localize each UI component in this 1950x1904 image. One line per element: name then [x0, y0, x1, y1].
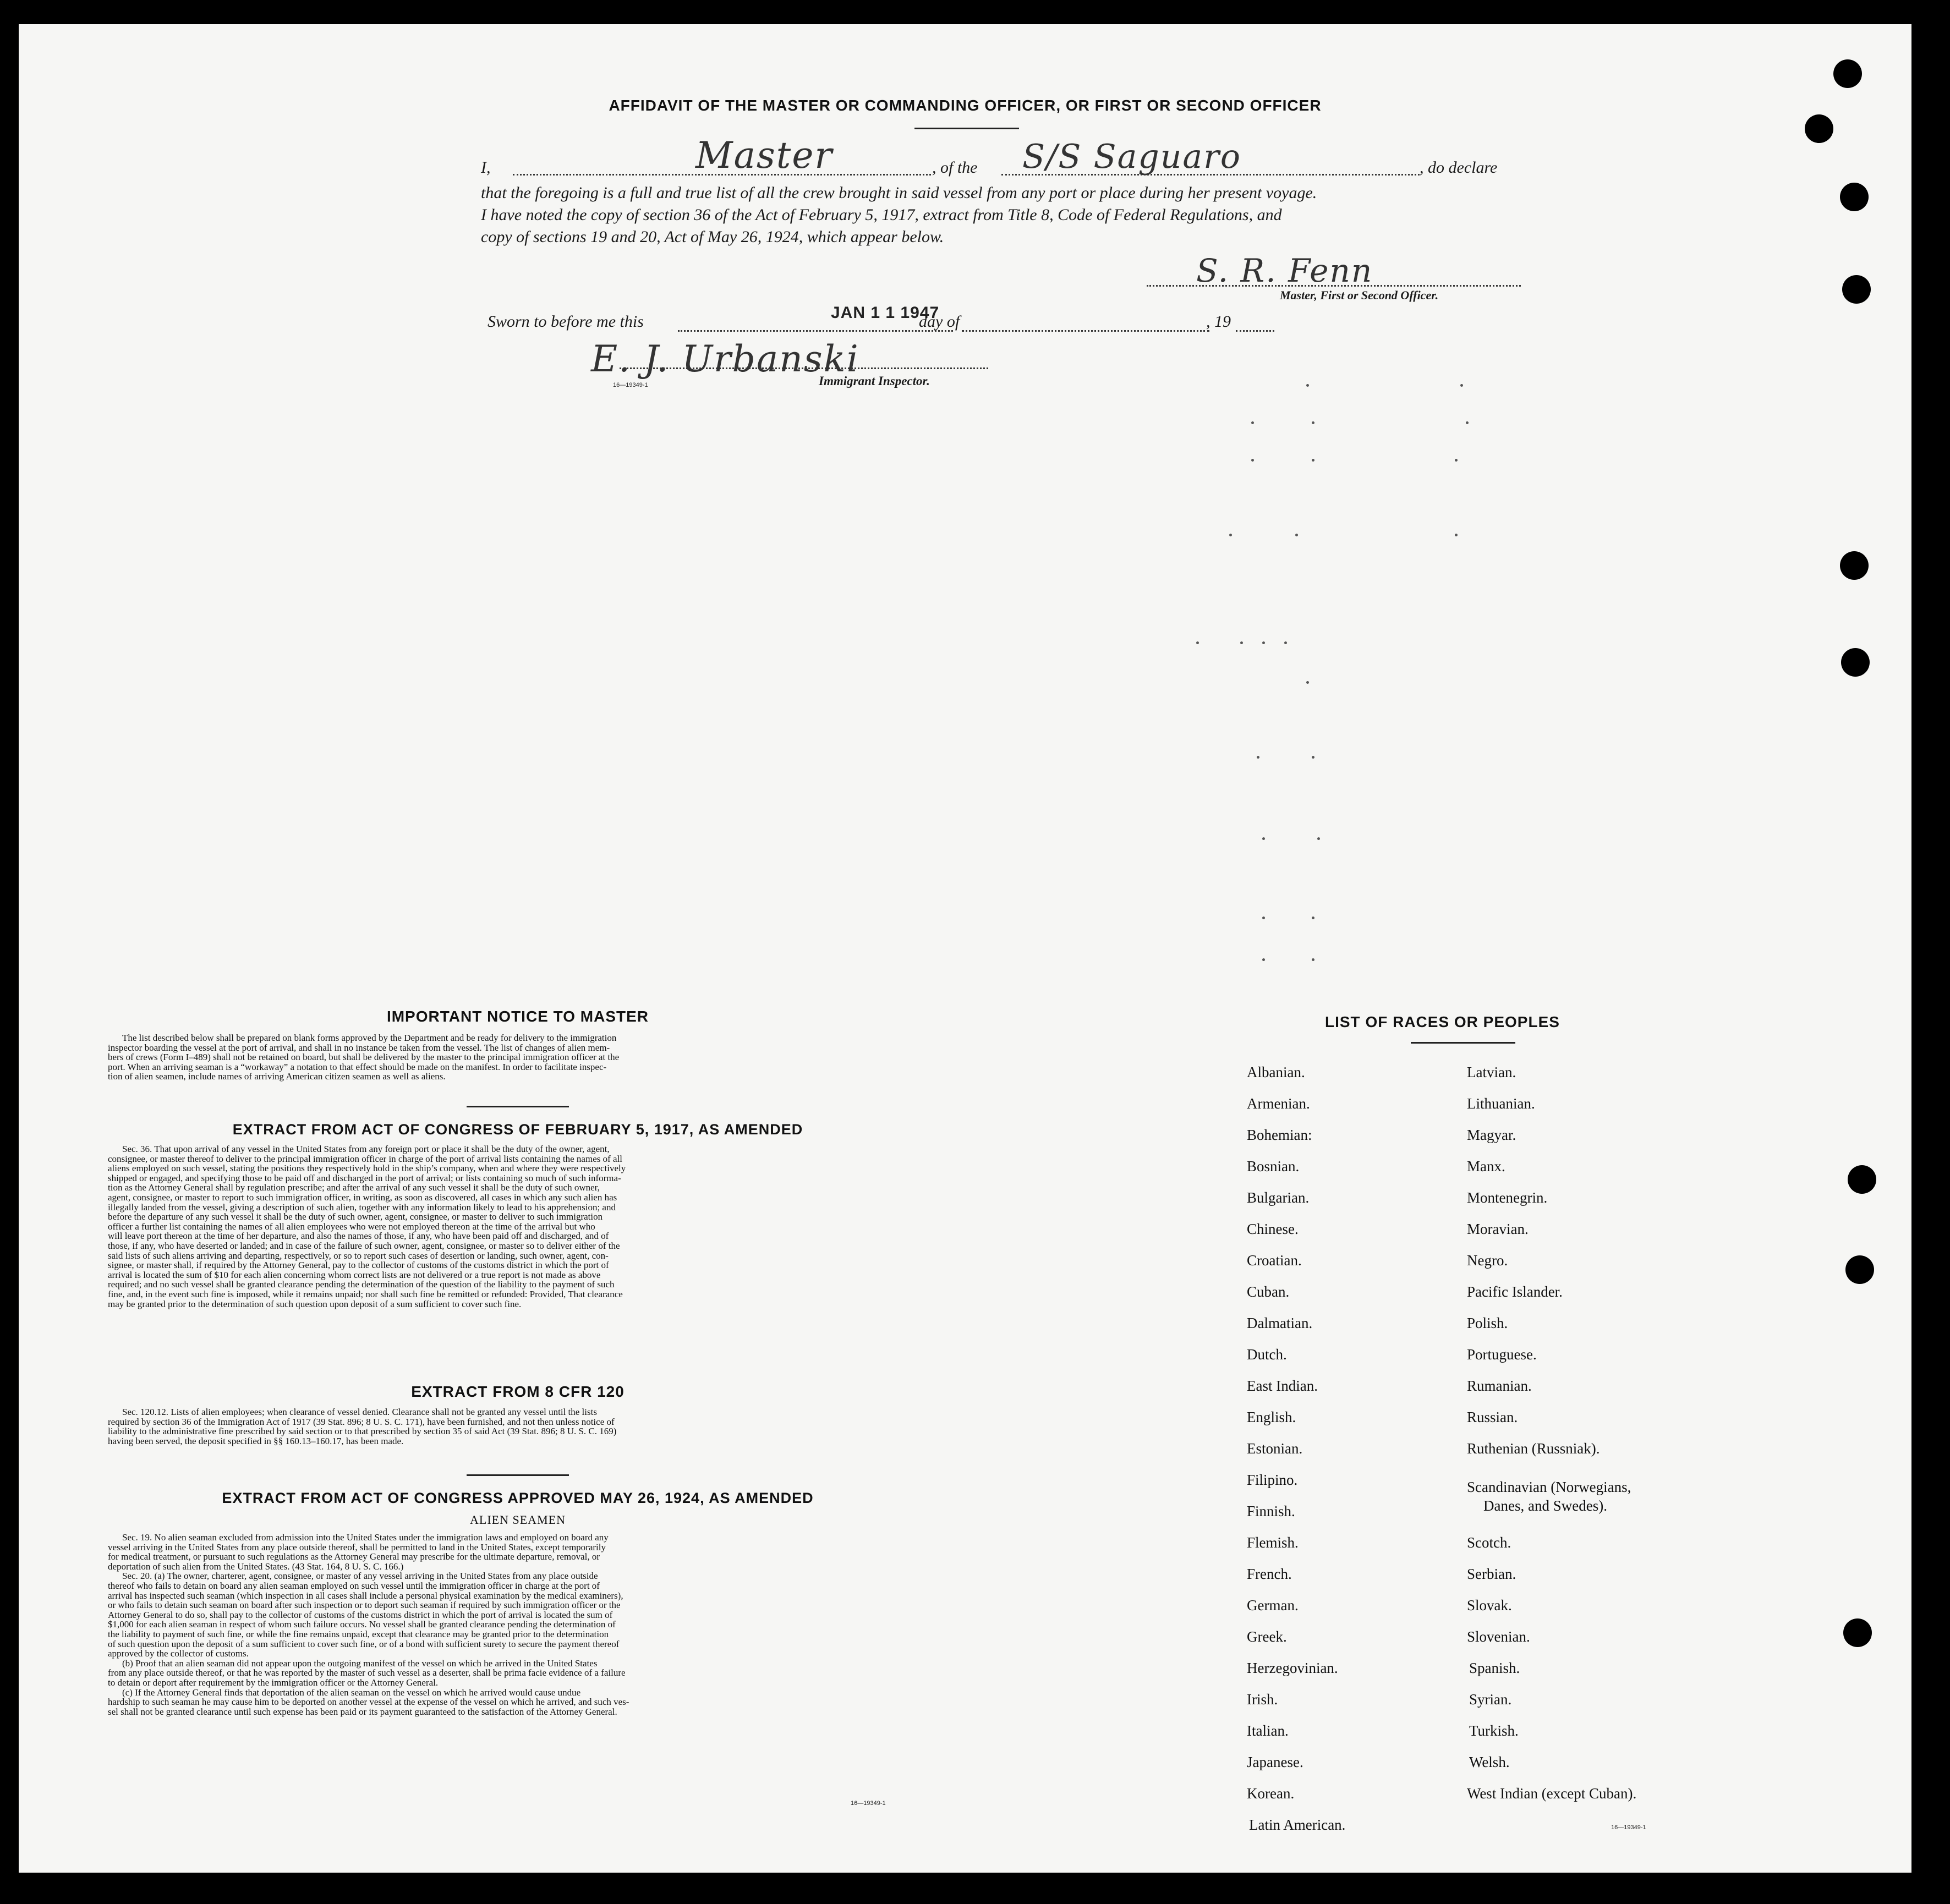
race-item: Albanian.: [1247, 1064, 1305, 1080]
declare-label: , do declare: [1420, 158, 1498, 177]
race-item: Negro.: [1467, 1252, 1508, 1269]
vessel-handwritten: S/S Saguaro: [1022, 138, 1241, 176]
extract-line: (b) Proof that an alien seaman did not appear upon the outgoing manifest of the vessel on which he arrived in the United States: [122, 1658, 598, 1669]
extract-line: consignee, or master thereof to deliver to the principal immigration officer in charge of the port of arrival lists containing the names of all: [108, 1153, 623, 1164]
race-item: Chinese.: [1247, 1221, 1299, 1237]
race-item: Armenian.: [1247, 1095, 1310, 1112]
race-item: Lithuanian.: [1467, 1095, 1535, 1112]
race-item: Korean.: [1247, 1785, 1295, 1802]
race-item: Bulgarian.: [1247, 1189, 1310, 1206]
bleed-dot: [1312, 917, 1314, 919]
extract-line: arrival is located the sum of $10 for each alien concerning whom correct lists are not delivered or a true report is not made as above: [108, 1269, 601, 1280]
extract-line: hardship to such seaman he may cause him to be deported on another vessel at the expense of the vessel on which he arrived, and such ves-: [108, 1697, 629, 1708]
section-rule: [467, 1106, 569, 1107]
race-item: Greek.: [1247, 1628, 1287, 1645]
punch-hole: [1805, 114, 1833, 143]
bleed-dot: [1460, 384, 1463, 387]
affidavit-body-3: copy of sections 19 and 20, Act of May 26, 1924, which appear below.: [481, 228, 944, 246]
race-item: English.: [1247, 1409, 1296, 1425]
race-item: Irish.: [1247, 1691, 1278, 1708]
extract-1924-title: EXTRACT FROM ACT OF CONGRESS APPROVED MAY 26, 1924, AS AMENDED: [222, 1490, 814, 1506]
race-item: Spanish.: [1469, 1660, 1520, 1676]
race-item: Pacific Islander.: [1467, 1283, 1563, 1300]
notice-line: inspector boarding the vessel at the port of arrival, and shall in no instance be taken from the vessel. The list of changes of alien mem-: [108, 1042, 610, 1053]
race-item: Magyar.: [1467, 1127, 1516, 1143]
race-item: West Indian (except Cuban).: [1467, 1785, 1637, 1802]
bleed-dot: [1317, 837, 1320, 840]
bleed-dot: [1251, 459, 1254, 462]
race-item: Flemish.: [1247, 1534, 1299, 1551]
sworn-day-blank[interactable]: [678, 330, 953, 332]
notice-text: [108, 1033, 928, 1082]
form-code-top: 16—19349-1: [613, 382, 648, 388]
master-caption: Master, First or Second Officer.: [1280, 288, 1439, 302]
race-item: Bosnian.: [1247, 1158, 1300, 1175]
notice-title: IMPORTANT NOTICE TO MASTER: [386, 1008, 649, 1025]
race-item: Manx.: [1467, 1158, 1505, 1175]
date-stamp: JAN 1 1 1947: [831, 304, 940, 322]
extract-line: to detain or deport after requirement by the immigration officer or the Attorney General.: [108, 1677, 439, 1688]
extract-line: signee, or master shall, if required by the Attorney General, pay to the collector of customs of the customs district in which the port of: [108, 1260, 609, 1271]
extract-8cfr-text: [108, 1407, 928, 1446]
extract-line: liability to the administrative fine prescribed by said section or to that prescribed by section 35 of said Act (39 Stat. 896; 8 U. S. C. 169): [108, 1426, 617, 1437]
extract-line: said lists of such aliens arriving and departing, respectively, or so to report such cases of desertion or landing, such owner, agent, con-: [108, 1250, 609, 1261]
bleed-dot: [1295, 534, 1298, 536]
extract-line: required; and no such vessel shall be granted clearance pending the determination of the question of the liability to the payment of such: [108, 1279, 615, 1290]
race-item: Estonian.: [1247, 1440, 1303, 1457]
punch-hole: [1840, 551, 1869, 580]
race-item: Welsh.: [1469, 1754, 1510, 1770]
bleed-dot: [1455, 534, 1458, 536]
notice-line: port. When an arriving seaman is a “workaway” a notation to that effect should be made on the manifest. In order to facilitate inspec-: [108, 1061, 607, 1072]
extract-line: Sec. 19. No alien seaman excluded from admission into the United States under the immigration laws and employed on board any: [122, 1532, 609, 1543]
race-item: Polish.: [1467, 1315, 1508, 1331]
extract-line: arrival has inspected such seaman (which inspection in all cases shall include a personal physical examination by the medical examiners),: [108, 1590, 623, 1601]
race-item: Latin American.: [1249, 1817, 1346, 1833]
race-item: Montenegrin.: [1467, 1189, 1548, 1206]
bleed-dot: [1284, 641, 1287, 644]
punch-hole: [1845, 1255, 1874, 1284]
race-item: Latvian.: [1467, 1064, 1516, 1080]
inspector-caption: Immigrant Inspector.: [819, 374, 930, 388]
year-label: , 19: [1206, 312, 1231, 331]
race-item: Syrian.: [1469, 1691, 1512, 1708]
extract-line: before the departure of any such vessel it shall be the duty of such owner, agent, consignee, or master to deliver to such immigration: [108, 1211, 603, 1222]
month-blank[interactable]: [962, 330, 1209, 332]
extract-line: for medical treatment, or pursuant to such regulations as the Attorney General may prescribe for the ultimate departure, removal, or: [108, 1551, 600, 1562]
race-item: Filipino.: [1247, 1472, 1298, 1488]
notice-line: The list described below shall be prepared on blank forms approved by the Department and be ready for delivery to the immigration: [122, 1033, 617, 1043]
bleed-dot: [1312, 958, 1314, 961]
extract-line: (c) If the Attorney General finds that deportation of the alien seaman on the vessel on which he arrived would cause undue: [122, 1687, 581, 1698]
bleed-dot: [1455, 459, 1458, 462]
extract-line: will leave port thereon at the time of her departure, and also the names of those, if any, who have been paid off and discharged, and of: [108, 1231, 609, 1242]
form-code-right: 16—19349-1: [1611, 1824, 1646, 1831]
extract-line: the liability to payment of such fine, or while the fine remains unpaid, except that clearance may be granted prior to the determination: [108, 1628, 609, 1639]
affidavit-body-2: I have noted the copy of section 36 of the Act of February 5, 1917, extract from Title 8, Code of Federal Regulations, and: [481, 206, 1282, 224]
i-label: I,: [481, 158, 491, 177]
extract-line: Sec. 120.12. Lists of alien employees; when clearance of vessel denied. Clearance shall not be granted any vessel until the lists: [122, 1407, 597, 1417]
extract-line: agent, consignee, or master to report to such immigration officer, in writing, as soon as discovered, all cases in which any such alien has: [108, 1192, 617, 1203]
extract-line: officer a further list containing the names of all alien employees who were not employed thereon at the time of the arrival but who: [108, 1221, 595, 1232]
extract-8cfr-title: EXTRACT FROM 8 CFR 120: [411, 1383, 625, 1400]
punch-hole: [1833, 59, 1862, 88]
sworn-label: Sworn to before me this: [488, 312, 644, 331]
extract-line: deportation of such alien from the United States. (43 Stat. 164, 8 U. S. C. 166.): [108, 1561, 404, 1572]
extract-line: from any place outside thereof, or that he was reported by the master of such vessel as a deserter, shall be prima facie evidence of a failure: [108, 1667, 626, 1678]
race-item: Slovenian.: [1467, 1628, 1530, 1645]
extract-1917-text: [108, 1144, 928, 1309]
races-rule: [1411, 1042, 1515, 1044]
bleed-dot: [1262, 958, 1265, 961]
race-item: Moravian.: [1467, 1221, 1529, 1237]
race-item: Rumanian.: [1467, 1378, 1532, 1394]
bleed-dot: [1251, 421, 1254, 424]
punch-hole: [1848, 1165, 1876, 1194]
punch-hole: [1842, 275, 1871, 304]
extract-line: tion as the Attorney General shall by regulation prescribe; and after the arrival of any such vessel it shall be the duty of such owner,: [108, 1182, 600, 1193]
extract-line: fine, and, in the event such fine is imposed, while it remains unpaid; nor shall such fine be remitted or refunded: Provided, That clearance: [108, 1288, 623, 1299]
extract-line: Attorney General to do so, shall pay to the collector of customs of the customs district in which the port of arrival is located the sum of: [108, 1609, 613, 1620]
extract-line: of such question upon the deposit of a sum sufficient to cover such fine, or of a bond with sufficient surety to secure the payment thereof: [108, 1638, 620, 1649]
affidavit-body-1: that the foregoing is a full and true list of all the crew brought in said vessel from any port or place during her present voyage.: [481, 184, 1317, 202]
document-sheet: [19, 24, 1911, 1873]
master-signature: S. R. Fenn: [1196, 252, 1373, 289]
year-blank[interactable]: [1236, 330, 1274, 332]
race-item: Scotch.: [1467, 1534, 1511, 1551]
race-item: Danes, and Swedes).: [1483, 1497, 1607, 1514]
extract-line: approved by the collector of customs.: [108, 1648, 249, 1659]
extract-line: Sec. 20. (a) The owner, charterer, agent, consignee, or master of any vessel arriving in the United States from any place outside: [122, 1571, 598, 1582]
bleed-dot: [1306, 681, 1309, 684]
race-item: Croatian.: [1247, 1252, 1302, 1269]
bleed-dot: [1229, 534, 1232, 536]
bleed-dot: [1312, 756, 1314, 759]
race-item: Ruthenian (Russniak).: [1467, 1440, 1600, 1457]
race-item: Finnish.: [1247, 1503, 1295, 1519]
extract-line: illegally landed from the vessel, giving a description of such alien, together with any information likely to lead to his apprehension; and: [108, 1201, 616, 1212]
race-item: Slovak.: [1467, 1597, 1512, 1614]
extract-line: aliens employed on such vessel, stating the positions they respectively hold in the ship’s company, when and where they were respectively: [108, 1163, 626, 1174]
notice-line: bers of crews (Form I–489) shall not be retained on board, but shall be delivered by the master to the principal immigration officer at the: [108, 1052, 620, 1063]
race-item: Portuguese.: [1467, 1346, 1537, 1363]
extract-line: $1,000 for each alien seaman in respect of whom such failure occurs. No vessel shall be granted clearance pending the determination of: [108, 1619, 616, 1630]
extract-line: thereof who fails to detain on board any alien seaman employed on such vessel until the immigration officer in charge at the port of: [108, 1580, 600, 1591]
extract-line: or who fails to detain such seaman on board after such inspection or to deport such seaman if required by such immigration officer or the: [108, 1600, 621, 1611]
race-item: Turkish.: [1469, 1722, 1519, 1739]
section-rule: [467, 1474, 569, 1476]
extract-line: vessel arriving in the United States from any place outside thereof, shall be permitted to land in the United States, except temporarily: [108, 1541, 606, 1552]
race-item: Serbian.: [1467, 1566, 1516, 1582]
bleed-dot: [1466, 421, 1469, 424]
race-item: Russian.: [1467, 1409, 1518, 1425]
extract-line: having been served, the deposit specified in §§ 160.13–160.17, has been made.: [108, 1435, 404, 1446]
day-of-label: day of: [919, 312, 960, 331]
extract-line: Sec. 36. That upon arrival of any vessel in the United States from any foreign port or place it shall be the duty of the owner, agent,: [122, 1144, 610, 1154]
bleed-dot: [1262, 837, 1265, 840]
race-item: Cuban.: [1247, 1283, 1290, 1300]
bleed-dot: [1262, 641, 1265, 644]
bleed-dot: [1196, 641, 1199, 644]
punch-hole: [1841, 648, 1870, 677]
extract-line: sel shall not be granted clearance until such expense has been paid or its payment guaranteed to the satisfaction of the Attorney General.: [108, 1706, 617, 1717]
notice-line: tion of alien seamen, include names of arriving American citizen seamen as well as aliens.: [108, 1071, 446, 1082]
extract-1917-title: EXTRACT FROM ACT OF CONGRESS OF FEBRUARY 5, 1917, AS AMENDED: [232, 1121, 803, 1138]
race-item: German.: [1247, 1597, 1299, 1614]
race-item: Dutch.: [1247, 1346, 1287, 1363]
extract-1924-text: [108, 1533, 928, 1716]
races-title: LIST OF RACES OR PEOPLES: [1325, 1013, 1560, 1030]
extract-1924-subtitle: ALIEN SEAMEN: [470, 1513, 566, 1527]
bleed-dot: [1312, 421, 1314, 424]
bleed-dot: [1312, 459, 1314, 462]
race-item: Italian.: [1247, 1722, 1289, 1739]
race-item: Dalmatian.: [1247, 1315, 1313, 1331]
race-item: Bohemian:: [1247, 1127, 1312, 1143]
race-item: East Indian.: [1247, 1378, 1318, 1394]
extract-line: shipped or engaged, and specifying those to be paid off and discharged in the port of arrival; or lists containing so much of such informa-: [108, 1172, 621, 1183]
race-item: Scandinavian (Norwegians,: [1467, 1479, 1631, 1495]
punch-hole: [1840, 183, 1869, 211]
race-item: Japanese.: [1247, 1754, 1303, 1770]
race-item: Herzegovinian.: [1247, 1660, 1338, 1676]
affidavit-title: AFFIDAVIT OF THE MASTER OR COMMANDING OFFICER, OR FIRST OR SECOND OFFICER: [609, 97, 1322, 114]
inspector-signature-line[interactable]: [620, 367, 988, 369]
form-code-left: 16—19349-1: [851, 1800, 886, 1807]
bleed-dot: [1262, 917, 1265, 919]
extract-line: those, if any, who have deserted or landed; and in case of the failure of such owner, agent, consignee, or master so to deliver either of the: [108, 1240, 620, 1251]
of-the-label: , of the: [932, 158, 978, 177]
punch-hole: [1843, 1618, 1872, 1647]
title-rule: [914, 128, 1019, 129]
name-handwritten: Master: [695, 134, 833, 177]
extract-line: may be granted prior to the determination of such question upon deposit of a sum sufficient to cover such fine.: [108, 1298, 522, 1309]
bleed-dot: [1306, 384, 1309, 387]
extract-line: required by section 36 of the Immigration Act of 1917 (39 Stat. 896; 8 U. S. C. 171), have been furnished, and not then unless notice of: [108, 1416, 615, 1427]
race-item: French.: [1247, 1566, 1292, 1582]
bleed-dot: [1240, 641, 1243, 644]
inspector-signature: E. J. Urbanski: [591, 338, 859, 380]
bleed-dot: [1257, 756, 1259, 759]
